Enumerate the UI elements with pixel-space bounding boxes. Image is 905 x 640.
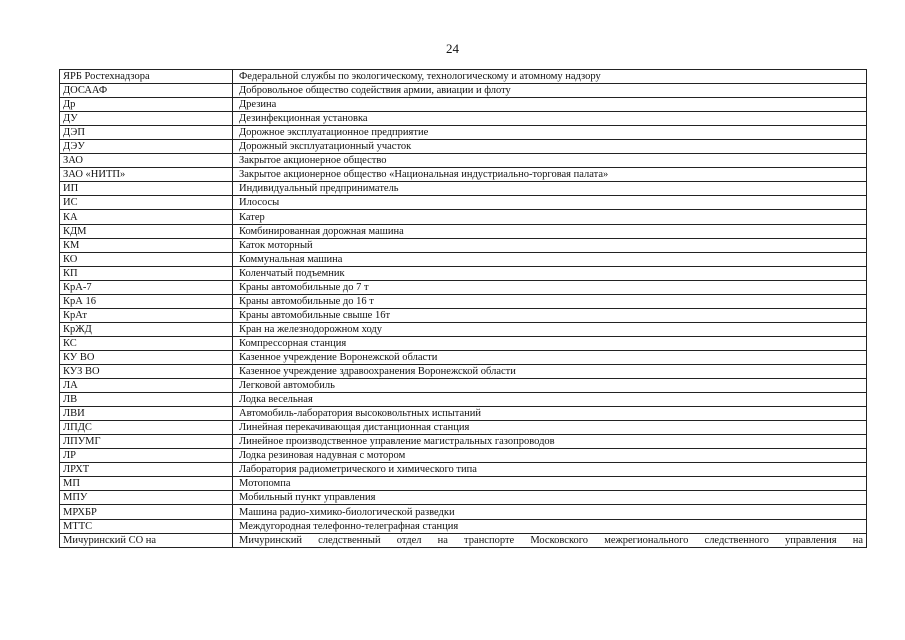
definition-cell: Машина радио-химико-биологической разведки	[233, 505, 867, 519]
table-row	[60, 238, 867, 252]
definition-cell: Коленчатый подъемник	[233, 266, 867, 280]
abbreviation-cell: ЛПУМГ	[60, 435, 233, 449]
definition-cell: Краны автомобильные до 16 т	[233, 294, 867, 308]
table-row	[60, 393, 867, 407]
definition-cell: Краны автомобильные свыше 16т	[233, 308, 867, 322]
definition-cell: Мобильный пункт управления	[233, 491, 867, 505]
definition-cell: Легковой автомобиль	[233, 379, 867, 393]
definition-cell: Автомобиль-лаборатория высоковольтных испытаний	[233, 407, 867, 421]
definition-cell: Междугородная телефонно-телеграфная станция	[233, 519, 867, 533]
table-row	[60, 168, 867, 182]
definition-cell: Каток моторный	[233, 238, 867, 252]
abbreviation-cell: КМ	[60, 238, 233, 252]
abbreviation-cell: ЛР	[60, 449, 233, 463]
table-row	[60, 70, 867, 84]
abbreviation-cell: Др	[60, 98, 233, 112]
definition-cell: Закрытое акционерное общество	[233, 154, 867, 168]
abbreviation-cell: Мичуринский СО на	[60, 533, 233, 547]
abbreviation-cell: КУЗ ВО	[60, 364, 233, 378]
definition-cell: Компрессорная станция	[233, 336, 867, 350]
table-row	[60, 407, 867, 421]
abbreviation-cell: КДМ	[60, 224, 233, 238]
table-row	[60, 505, 867, 519]
table-row	[60, 294, 867, 308]
table-row	[60, 350, 867, 364]
abbreviations-table-body	[60, 70, 867, 548]
table-row	[60, 98, 867, 112]
table-row	[60, 196, 867, 210]
abbreviation-cell: ДОСААФ	[60, 84, 233, 98]
definition-cell: Добровольное общество содействия армии, авиации и флоту	[233, 84, 867, 98]
definition-cell: Лодка резиновая надувная с мотором	[233, 449, 867, 463]
table-row	[60, 491, 867, 505]
table-row	[60, 112, 867, 126]
table-row	[60, 280, 867, 294]
table-row	[60, 336, 867, 350]
table-row	[60, 519, 867, 533]
definition-cell: Дорожное эксплуатационное предприятие	[233, 126, 867, 140]
table-row	[60, 308, 867, 322]
definition-cell: Лодка весельная	[233, 393, 867, 407]
table-row	[60, 266, 867, 280]
abbreviation-cell: ЗАО	[60, 154, 233, 168]
table-row	[60, 126, 867, 140]
table-row	[60, 463, 867, 477]
abbreviation-cell: ЛВ	[60, 393, 233, 407]
abbreviation-cell: КУ ВО	[60, 350, 233, 364]
abbreviation-cell: МТТС	[60, 519, 233, 533]
definition-cell: Илососы	[233, 196, 867, 210]
definition-cell: Линейное производственное управление магистральных газопроводов	[233, 435, 867, 449]
abbreviation-cell: МП	[60, 477, 233, 491]
table-row	[60, 252, 867, 266]
table-row	[60, 379, 867, 393]
definition-cell: Дрезина	[233, 98, 867, 112]
definition-cell: Индивидуальный предприниматель	[233, 182, 867, 196]
abbreviation-cell: ИП	[60, 182, 233, 196]
abbreviation-cell: ЛПДС	[60, 421, 233, 435]
table-row	[60, 210, 867, 224]
definition-cell: Федеральной службы по экологическому, технологическому и атомному надзору	[233, 70, 867, 84]
definition-cell: Мичуринский следственный отдел на транспорте Московского межрегионального следственного управления на	[233, 533, 867, 547]
abbreviation-cell: ЗАО «НИТП»	[60, 168, 233, 182]
definition-cell: Коммунальная машина	[233, 252, 867, 266]
definition-cell: Казенное учреждение Воронежской области	[233, 350, 867, 364]
abbreviation-cell: КС	[60, 336, 233, 350]
definition-cell: Краны автомобильные до 7 т	[233, 280, 867, 294]
table-row	[60, 421, 867, 435]
abbreviation-cell: ИС	[60, 196, 233, 210]
definition-cell: Мотопомпа	[233, 477, 867, 491]
abbreviation-cell: КрЖД	[60, 322, 233, 336]
abbreviation-cell: КА	[60, 210, 233, 224]
abbreviation-cell: ЛРХТ	[60, 463, 233, 477]
table-row	[60, 533, 867, 547]
table-row	[60, 182, 867, 196]
table-row	[60, 477, 867, 491]
abbreviation-cell: ЛВИ	[60, 407, 233, 421]
definition-cell: Комбинированная дорожная машина	[233, 224, 867, 238]
abbreviation-cell: КП	[60, 266, 233, 280]
table-row	[60, 435, 867, 449]
definition-cell: Линейная перекачивающая дистанционная станция	[233, 421, 867, 435]
table-row	[60, 140, 867, 154]
abbreviation-cell: КрА 16	[60, 294, 233, 308]
table-row	[60, 364, 867, 378]
abbreviations-table	[59, 69, 867, 548]
definition-cell: Лаборатория радиометрического и химического типа	[233, 463, 867, 477]
table-row	[60, 154, 867, 168]
abbreviation-cell: ДУ	[60, 112, 233, 126]
definition-cell: Закрытое акционерное общество «Национальная индустриально-торговая палата»	[233, 168, 867, 182]
table-row	[60, 322, 867, 336]
definition-cell: Казенное учреждение здравоохранения Воронежской области	[233, 364, 867, 378]
abbreviation-cell: ЛА	[60, 379, 233, 393]
definition-cell: Катер	[233, 210, 867, 224]
abbreviation-cell: ДЭП	[60, 126, 233, 140]
table-row	[60, 84, 867, 98]
definition-cell: Кран на железнодорожном ходу	[233, 322, 867, 336]
table-row	[60, 224, 867, 238]
page-number: 24	[446, 41, 459, 56]
definition-cell: Дезинфекционная установка	[233, 112, 867, 126]
abbreviation-cell: МРХБР	[60, 505, 233, 519]
abbreviation-cell: ДЭУ	[60, 140, 233, 154]
abbreviation-cell: МПУ	[60, 491, 233, 505]
abbreviation-cell: КО	[60, 252, 233, 266]
definition-cell: Дорожный эксплуатационный участок	[233, 140, 867, 154]
table-row	[60, 449, 867, 463]
abbreviation-cell: КрАт	[60, 308, 233, 322]
abbreviation-cell: КрА-7	[60, 280, 233, 294]
abbreviation-cell: ЯРБ Ростехнадзора	[60, 70, 233, 84]
